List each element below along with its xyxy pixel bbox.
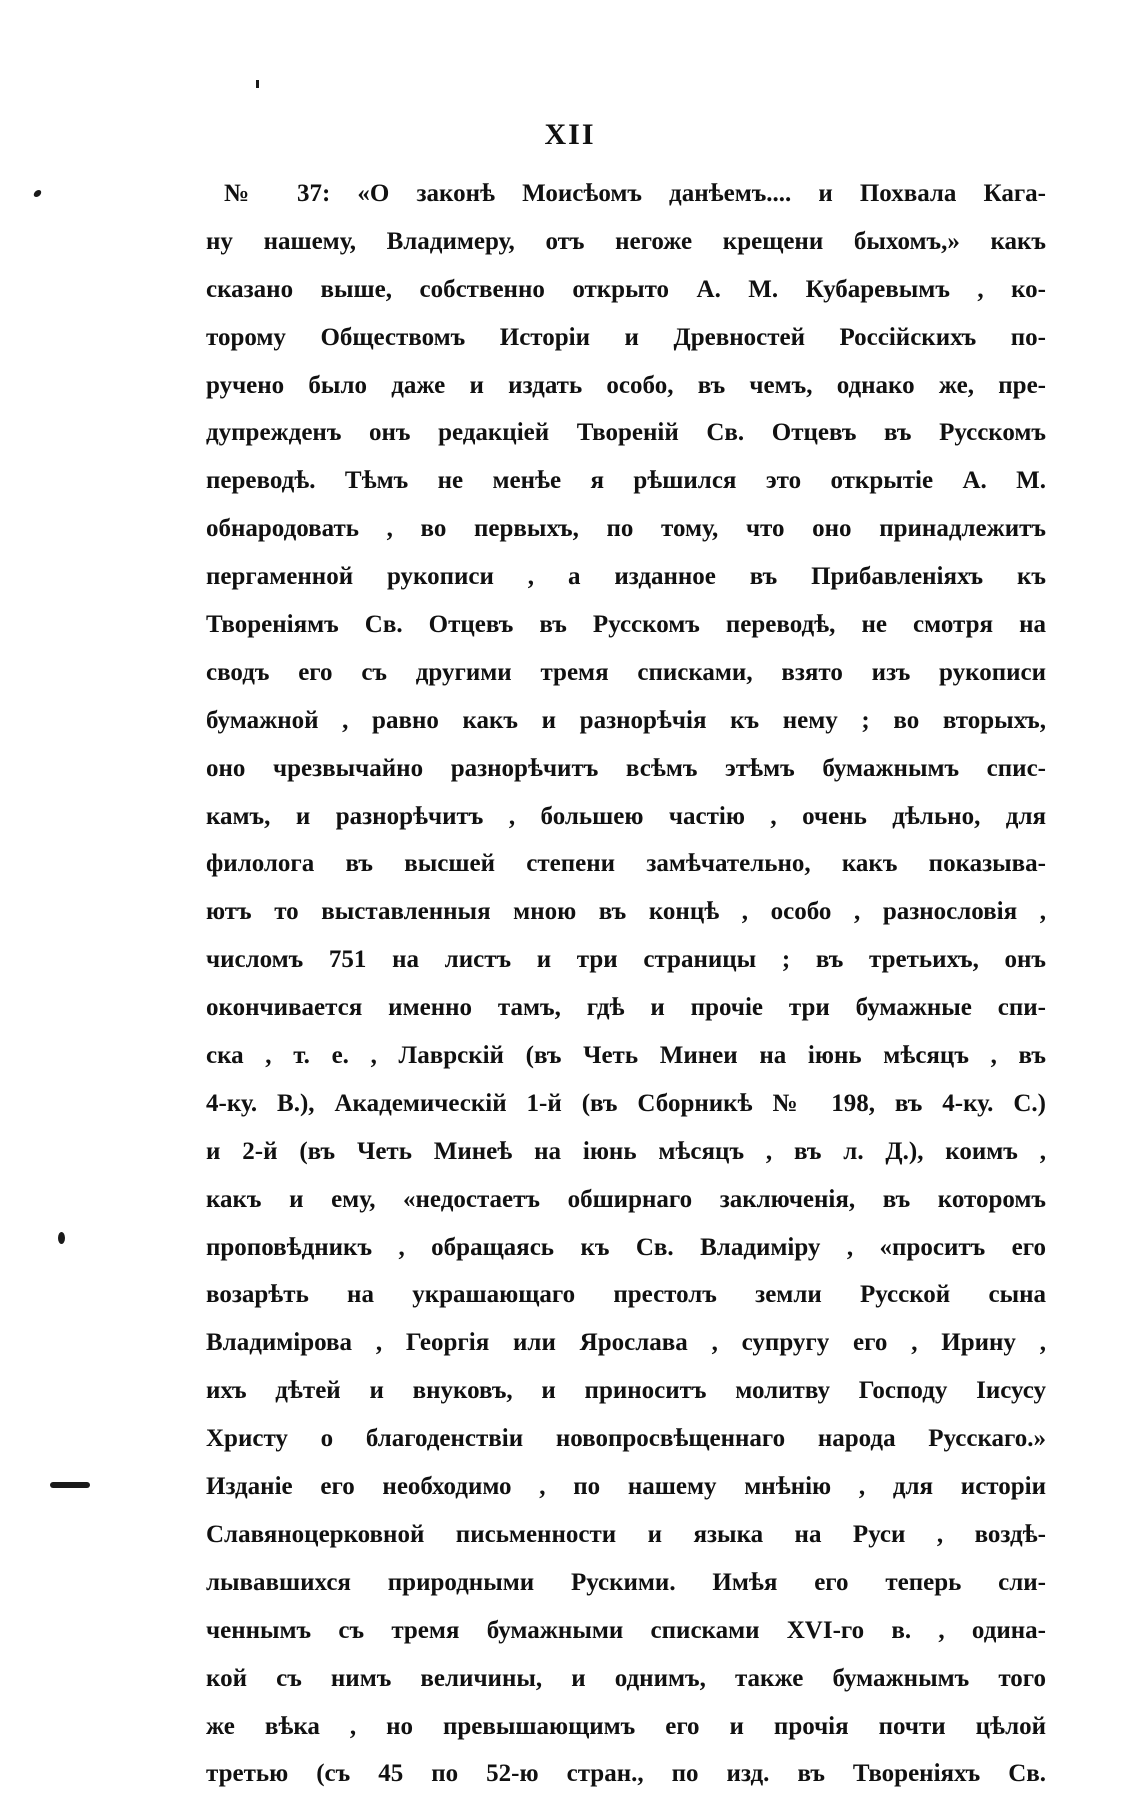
text-line: Твореніямъ Св. Отцевъ въ Русскомъ переводѣ, не смотря на	[206, 611, 1046, 639]
text-line: сводъ его съ другими тремя списками, взято изъ рукописи	[206, 658, 1046, 686]
text-line: лывавшихся природными Рускими. Имѣя его теперь сли-	[206, 1568, 1046, 1596]
text-line: третью (съ 45 по 52-ю стран., по изд. въ Твореніяхъ Св.	[206, 1760, 1046, 1788]
ink-smudge	[50, 1482, 90, 1488]
page-number: XII	[544, 118, 596, 151]
text-line: № 37: «О законѣ Моисѣомъ данѣемъ.... и Похвала Кага-	[224, 180, 1046, 207]
text-line: же вѣка , но превышающимъ его и прочія почти цѣлой	[206, 1712, 1046, 1740]
text-line: дупрежденъ онъ редакціей Твореній Св. Отцевъ въ Русскомъ	[206, 419, 1046, 447]
text-line: филолога въ высшей степени замѣчательно, какъ показыва-	[206, 850, 1046, 878]
text-line: Славяноцерковной письменности и языка на Руси , воздѣ-	[206, 1520, 1046, 1548]
text-line: торому Обществомъ Исторіи и Древностей Россійскихъ по-	[206, 323, 1046, 351]
text-line: и 2-й (въ Четь Минеѣ на іюнь мѣсяцъ , въ л. Д.), коимъ ,	[206, 1137, 1046, 1165]
text-line: окончивается именно тамъ, гдѣ и прочіе три бумажные спи-	[206, 994, 1046, 1022]
text-line: бумажной , равно какъ и разнорѣчія къ нему ; во вторыхъ,	[206, 706, 1046, 734]
text-line: пергаменной рукописи , а изданное въ Прибавленіяхъ къ	[206, 563, 1046, 591]
text-line: числомъ 751 на листъ и три страницы ; въ третьихъ, онъ	[206, 946, 1046, 974]
text-line: Изданіе его необходимо , по нашему мнѣнію , для исторіи	[206, 1473, 1046, 1501]
ink-speck	[58, 1232, 65, 1244]
text-line: ска , т. е. , Лаврскій (въ Четь Минеи на іюнь мѣсяцъ , въ	[206, 1042, 1046, 1070]
text-line: ченнымъ съ тремя бумажными списками XVI-го в. , одина-	[206, 1616, 1046, 1644]
text-line: Христу о благоденствіи новопросвѣщеннаго народа Русскаго.»	[206, 1425, 1046, 1453]
ink-speck	[33, 190, 43, 197]
text-line: 4-ку. В.), Академическій 1-й (въ Сборникѣ № 198, въ 4-ку. С.)	[206, 1089, 1046, 1117]
ink-speck	[256, 80, 259, 88]
text-line: возарѣть на украшающаго престолъ земли Русской сына	[206, 1281, 1046, 1309]
text-line: обнародовать , во первыхъ, по тому, что оно принадлежитъ	[206, 515, 1046, 543]
text-line: ручено было даже и издать особо, въ чемъ, однако же, пре-	[206, 371, 1046, 399]
text-line: камъ, и разнорѣчитъ , большею частію , очень дѣльно, для	[206, 802, 1046, 830]
text-line: кой съ нимъ величины, и однимъ, также бумажнымъ того	[206, 1664, 1046, 1692]
text-line: проповѣдникъ , обращаясь къ Св. Владиміру , «проситъ его	[206, 1233, 1046, 1261]
text-line: сказано выше, собственно открыто А. М. Кубаревымъ , ко-	[206, 275, 1046, 303]
text-line: оно чрезвычайно разнорѣчитъ всѣмъ этѣмъ бумажнымъ спис-	[206, 754, 1046, 782]
text-line: ну нашему, Владимеру, отъ негоже крещени быхомъ,» какъ	[206, 227, 1046, 255]
text-line: переводѣ. Тѣмъ не менѣе я рѣшился это открытіе А. М.	[206, 467, 1046, 495]
text-line: ютъ то выставленныя мною въ концѣ , особо , разнословія ,	[206, 898, 1046, 926]
body-text	[206, 170, 1046, 1798]
text-line: какъ и ему, «недостаетъ обширнаго заключенія, въ которомъ	[206, 1185, 1046, 1213]
text-line: ихъ дѣтей и внуковъ, и приноситъ молитву Господу Іисусу	[206, 1377, 1046, 1405]
text-line: Владимірова , Георгія или Ярослава , супругу его , Ирину ,	[206, 1329, 1046, 1357]
